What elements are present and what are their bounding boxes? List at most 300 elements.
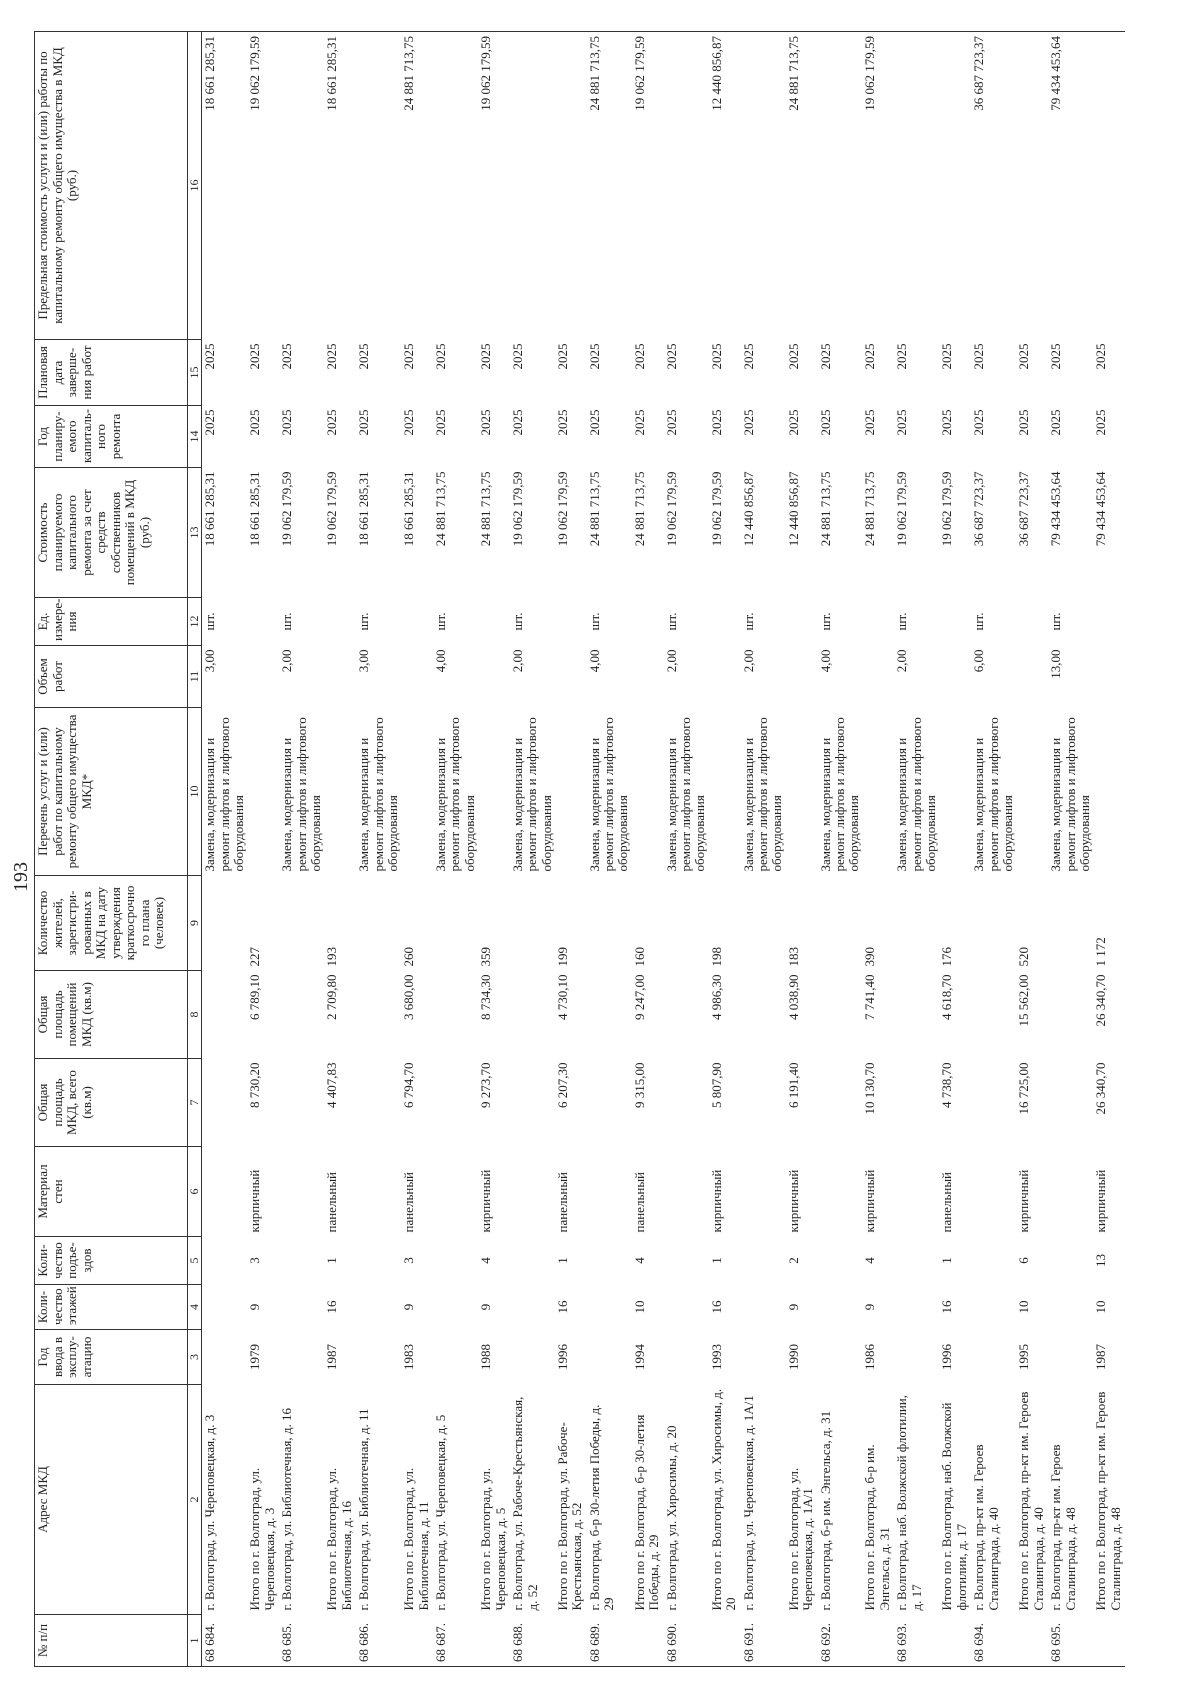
- table-cell: [279, 1237, 324, 1285]
- table-cell: 19 062 179,59: [554, 471, 570, 547]
- table-cell: [894, 1147, 939, 1237]
- table-cell: 3,00: [356, 649, 372, 673]
- table-cell: 1996: [939, 1344, 955, 1370]
- table-cell: [202, 1059, 247, 1147]
- table-row: [664, 32, 709, 1667]
- table-cell: 18 661 285,31: [202, 471, 218, 547]
- table-cell: [356, 1147, 401, 1237]
- column-number: 7: [188, 1059, 202, 1147]
- table-cell: [741, 32, 786, 340]
- table-cell: 160: [631, 947, 647, 967]
- table-cell: [324, 1615, 356, 1667]
- table-cell: Замена, модернизация и ремонт лифтов и лифтового оборудования: [894, 717, 939, 872]
- table-cell: кирпичный: [247, 1169, 263, 1233]
- table-cell: 2025: [324, 409, 340, 436]
- table-cell: [862, 598, 894, 646]
- table-cell: [202, 1237, 247, 1285]
- table-cell: 2025: [1093, 343, 1109, 370]
- table-cell: [478, 708, 510, 876]
- table-cell: [632, 598, 664, 646]
- table-cell: [587, 876, 632, 971]
- table-cell: 8 730,20: [247, 1062, 263, 1108]
- table-cell: 2025: [279, 343, 295, 370]
- table-cell: [709, 708, 741, 876]
- table-cell: 1: [554, 1257, 570, 1264]
- table-cell: [786, 646, 818, 708]
- table-cell: 18 661 285,31: [401, 471, 417, 547]
- table-cell: [1048, 1330, 1093, 1385]
- table-cell: г. Волгоград, ул. Рабоче-Крестьянская, д. 52: [510, 1396, 540, 1611]
- table-cell: Итого по г. Волгоград, ул. Череповецкая, д. 1А/1: [785, 1467, 816, 1611]
- table-cell: 9 247,00: [631, 974, 647, 1020]
- table-cell: шт.: [356, 612, 372, 631]
- table-cell: 24 881 713,75: [862, 471, 878, 547]
- header-cell: Перечень услуг и (или) работ по капитальному ремонту общего имущества МКД*: [35, 708, 188, 876]
- table-cell: 2,00: [510, 649, 525, 673]
- table-cell: 10: [631, 1300, 647, 1314]
- table-cell: [1016, 598, 1048, 646]
- table-cell: [939, 646, 971, 708]
- table-row: [478, 32, 510, 1667]
- table-cell: [1048, 1059, 1093, 1147]
- table-cell: 2: [785, 1257, 801, 1264]
- column-number: 4: [188, 1285, 202, 1330]
- table-cell: [818, 1330, 863, 1385]
- table-cell: 18 661 285,31: [356, 471, 372, 547]
- table-cell: [247, 646, 279, 708]
- table-cell: 2025: [401, 409, 417, 436]
- table-cell: 1996: [554, 1344, 570, 1370]
- table-cell: [971, 1330, 1016, 1385]
- table-row: [1048, 32, 1093, 1667]
- column-number: 15: [188, 340, 202, 406]
- table-cell: [894, 971, 939, 1059]
- table-cell: [632, 1615, 664, 1667]
- table-cell: 24 881 713,75: [587, 32, 632, 340]
- table-cell: кирпичный: [1016, 1169, 1032, 1233]
- table-cell: [279, 1285, 324, 1330]
- table-cell: [202, 876, 247, 971]
- table-cell: 390: [862, 947, 878, 967]
- table-row: [1093, 32, 1125, 1667]
- table-cell: 36 687 723,37: [971, 32, 1016, 340]
- table-cell: 2025: [324, 343, 340, 370]
- table-cell: 227: [247, 947, 263, 967]
- table-cell: [587, 1147, 632, 1237]
- table-cell: [401, 1615, 433, 1667]
- header-cell: Материал стен: [35, 1147, 188, 1237]
- table-cell: 9: [247, 1303, 263, 1311]
- column-number: 2: [188, 1385, 202, 1615]
- table-cell: Итого по г. Волгоград, пр-кт им. Героев Сталинграда, д. 40: [1016, 1391, 1046, 1611]
- table-cell: шт.: [202, 612, 218, 631]
- column-number: 11: [188, 646, 202, 708]
- table-cell: 7 741,40: [862, 974, 878, 1020]
- table-cell: 13,00: [1048, 649, 1064, 679]
- table-cell: 2025: [554, 343, 570, 370]
- table-cell: шт.: [663, 612, 679, 631]
- table-cell: 520: [1016, 947, 1032, 967]
- table-cell: [1016, 708, 1048, 876]
- table-cell: 16: [939, 1300, 955, 1314]
- table-cell: [709, 646, 741, 708]
- column-number: 6: [188, 1147, 202, 1237]
- table-cell: 10 130,70: [862, 1062, 878, 1115]
- table-cell: 2025: [971, 343, 987, 370]
- column-number: 10: [188, 708, 202, 876]
- table-cell: [664, 1147, 709, 1237]
- table-cell: 68 688.: [510, 1615, 555, 1667]
- table-cell: [1093, 1615, 1125, 1667]
- table-cell: 9: [862, 1303, 878, 1311]
- header-cell: Коли- чество этажей: [35, 1285, 188, 1330]
- table-cell: [510, 1147, 555, 1237]
- table-cell: 19 062 179,59: [632, 32, 664, 340]
- table-row: [939, 32, 971, 1667]
- table-cell: [971, 971, 1016, 1059]
- table-row: [247, 32, 279, 1667]
- table-cell: [202, 971, 247, 1059]
- table-cell: [894, 1285, 939, 1330]
- table-cell: шт.: [433, 612, 449, 631]
- table-cell: [862, 708, 894, 876]
- header-cell: Адрес МКД: [35, 1385, 188, 1615]
- table-cell: [433, 1285, 478, 1330]
- table-cell: 2025: [1016, 409, 1032, 436]
- table-cell: [971, 1237, 1016, 1285]
- table-row: [709, 32, 741, 1667]
- table-cell: панельный: [554, 1171, 570, 1233]
- table-cell: [202, 1330, 247, 1385]
- table-cell: [939, 598, 971, 646]
- table-cell: 13: [1093, 1254, 1109, 1267]
- table-cell: [971, 1285, 1016, 1330]
- table-cell: 3 680,00: [401, 974, 417, 1020]
- table-cell: 24 881 713,75: [586, 471, 602, 547]
- table-cell: 19 062 179,59: [324, 471, 340, 547]
- table-cell: [587, 1330, 632, 1385]
- table-cell: [401, 646, 433, 708]
- table-cell: 2025: [401, 343, 417, 370]
- table-cell: [478, 1615, 510, 1667]
- table-cell: шт.: [740, 612, 756, 631]
- table-cell: г. Волгоград, ул. Череповецкая, д. 3: [202, 1414, 218, 1611]
- table-cell: кирпичный: [862, 1169, 878, 1233]
- table-cell: 5 807,90: [708, 1062, 724, 1108]
- table-cell: г. Волгоград, б-р им. Энгельса, д. 31: [817, 1410, 833, 1611]
- table-cell: 9 273,70: [478, 1062, 493, 1108]
- table-cell: 4: [478, 1257, 493, 1264]
- table-cell: [510, 1285, 555, 1330]
- table-cell: 19 062 179,59: [247, 32, 279, 340]
- table-cell: [356, 32, 401, 340]
- table-cell: панельный: [939, 1171, 955, 1233]
- table-cell: 4 618,70: [939, 974, 955, 1020]
- table-cell: 10: [1016, 1300, 1032, 1314]
- table-cell: 6,00: [971, 649, 987, 673]
- table-cell: 4 038,90: [785, 974, 801, 1020]
- table-cell: 16 725,00: [1016, 1062, 1032, 1115]
- table-cell: кирпичный: [478, 1169, 493, 1233]
- table-cell: 1979: [247, 1344, 263, 1370]
- table-cell: 2025: [1048, 409, 1064, 436]
- table-row: [356, 32, 401, 1667]
- table-cell: [279, 1330, 324, 1385]
- table-cell: 4: [631, 1257, 647, 1264]
- table-cell: [324, 598, 356, 646]
- table-cell: [247, 1615, 279, 1667]
- table-cell: [510, 1330, 555, 1385]
- table-cell: 68 691.: [741, 1615, 786, 1667]
- table-cell: 4 730,10: [554, 974, 570, 1020]
- table-cell: 16: [708, 1300, 724, 1314]
- table-cell: [818, 1147, 863, 1237]
- header-cell: Год планиру- емого капиталь- ного ремонта: [35, 406, 188, 468]
- table-cell: [401, 598, 433, 646]
- table-cell: 1990: [785, 1344, 801, 1370]
- table-cell: 19 062 179,59: [894, 471, 910, 547]
- table-cell: панельный: [401, 1171, 417, 1233]
- header-cell: Объем работ: [35, 646, 188, 708]
- table-cell: 2025: [510, 343, 525, 370]
- table-cell: 15 562,00: [1016, 974, 1032, 1027]
- table-cell: [818, 1285, 863, 1330]
- table-cell: 4 738,70: [939, 1062, 955, 1108]
- table-cell: Замена, модернизация и ремонт лифтов и лифтового оборудования: [817, 717, 862, 872]
- table-cell: 68 694.: [971, 1615, 1016, 1667]
- table-cell: 2025: [279, 409, 295, 436]
- header-row: [35, 32, 188, 1667]
- table-cell: Итого по г. Волгоград, ул. Библиотечная, д. 16: [324, 1467, 354, 1611]
- table-cell: [1093, 32, 1125, 340]
- table-cell: [587, 1285, 632, 1330]
- table-cell: [356, 1059, 401, 1147]
- column-number: 1: [188, 1615, 202, 1667]
- table-cell: [1048, 971, 1093, 1059]
- table-cell: 24 881 713,75: [401, 32, 433, 340]
- table-cell: 19 062 179,59: [510, 471, 525, 547]
- table-cell: [324, 708, 356, 876]
- table-cell: 16: [324, 1300, 340, 1314]
- table-cell: 2025: [1048, 343, 1064, 370]
- table-cell: 2025: [740, 409, 756, 436]
- table-cell: 36 687 723,37: [1016, 471, 1032, 547]
- table-cell: 199: [554, 947, 570, 967]
- table-cell: [555, 598, 587, 646]
- table-cell: [741, 1147, 786, 1237]
- table-cell: [1016, 32, 1048, 340]
- column-number: 8: [188, 971, 202, 1059]
- table-cell: [664, 971, 709, 1059]
- table-row: [1016, 32, 1048, 1667]
- table-cell: 18 661 285,31: [202, 32, 247, 340]
- table-cell: [433, 1059, 478, 1147]
- column-number: 14: [188, 406, 202, 468]
- table-cell: [818, 1059, 863, 1147]
- table-cell: 9: [478, 1303, 493, 1311]
- table-cell: 2025: [586, 409, 602, 436]
- table-cell: [971, 1059, 1016, 1147]
- table-cell: 2025: [862, 409, 878, 436]
- table-cell: [324, 646, 356, 708]
- table-cell: [741, 876, 786, 971]
- table-cell: [818, 32, 863, 340]
- table-cell: 2025: [663, 343, 679, 370]
- table-cell: [555, 32, 587, 340]
- table-cell: [741, 1237, 786, 1285]
- table-cell: [478, 598, 510, 646]
- table-cell: 2025: [785, 409, 801, 436]
- column-number: 9: [188, 876, 202, 971]
- table-cell: 2025: [433, 409, 449, 436]
- table-cell: 6: [1016, 1257, 1032, 1264]
- table-cell: [862, 1615, 894, 1667]
- table-cell: 26 340,70: [1093, 974, 1109, 1027]
- table-cell: Замена, модернизация и ремонт лифтов и лифтового оборудования: [279, 717, 323, 872]
- table-cell: [1048, 876, 1093, 971]
- table-cell: Замена, модернизация и ремонт лифтов и лифтового оборудования: [971, 717, 1015, 872]
- table-cell: [1048, 1285, 1093, 1330]
- table-cell: 1986: [862, 1344, 878, 1370]
- table-cell: г. Волгоград, ул. Череповецкая, д. 1А/1: [740, 1395, 756, 1611]
- column-number-row: [188, 32, 202, 1667]
- table-cell: 19 062 179,59: [279, 471, 295, 547]
- table-cell: [247, 598, 279, 646]
- table-cell: 79 434 453,64: [1048, 32, 1093, 340]
- table-cell: [510, 971, 555, 1059]
- table-cell: [786, 1615, 818, 1667]
- table-cell: 2,00: [279, 649, 295, 673]
- table-cell: г. Волгоград, пр-кт им. Героев Сталинграда, д. 48: [1048, 1444, 1078, 1611]
- table-cell: г. Волгоград, ул. Библиотечная, д. 11: [356, 1408, 372, 1611]
- table-cell: 2,00: [663, 649, 679, 673]
- table-cell: 9: [785, 1303, 801, 1311]
- table-cell: г. Волгоград, ул. Хиросимы, д. 20: [663, 1425, 679, 1611]
- table-cell: Замена, модернизация и ремонт лифтов и лифтового оборудования: [586, 717, 631, 872]
- header-cell: Плановая дата заверше- ния работ: [35, 340, 188, 406]
- table-cell: [818, 1237, 863, 1285]
- table-cell: 68 695.: [1048, 1615, 1093, 1667]
- table-cell: 24 881 713,75: [433, 471, 449, 547]
- table-cell: шт.: [586, 612, 602, 631]
- table-row: [818, 32, 863, 1667]
- table-cell: г. Волгоград, ул. Библиотечная, д. 16: [279, 1408, 295, 1611]
- table-cell: Замена, модернизация и ремонт лифтов и лифтового оборудования: [510, 717, 554, 872]
- table-cell: [555, 646, 587, 708]
- table-cell: [664, 1330, 709, 1385]
- column-number: 5: [188, 1237, 202, 1285]
- table-cell: 176: [939, 947, 955, 967]
- table-cell: [709, 1615, 741, 1667]
- table-cell: 1987: [1093, 1344, 1109, 1370]
- table-cell: г. Волгоград, наб. Волжской флотилии, д. 17: [894, 1395, 924, 1611]
- table-cell: [356, 1237, 401, 1285]
- table-cell: 2025: [554, 409, 570, 436]
- table-cell: Итого по г. Волгоград, ул. Череповецкая, д. 3: [247, 1467, 277, 1611]
- table-cell: кирпичный: [785, 1169, 801, 1233]
- table-cell: кирпичный: [1093, 1169, 1109, 1233]
- table-cell: [818, 876, 863, 971]
- table-cell: [279, 1147, 324, 1237]
- table-cell: Итого по г. Волгоград, б-р 30-летия Победы, д. 29: [631, 1414, 662, 1611]
- table-cell: 2025: [586, 343, 602, 370]
- table-cell: 1: [324, 1257, 340, 1264]
- column-number: 16: [188, 32, 202, 340]
- table-cell: [786, 708, 818, 876]
- table-cell: 8 734,30: [478, 974, 493, 1020]
- table-cell: [587, 1059, 632, 1147]
- table-cell: 2025: [862, 343, 878, 370]
- table-cell: [202, 1147, 247, 1237]
- table-cell: [741, 1059, 786, 1147]
- table-cell: 1: [708, 1257, 724, 1264]
- table-cell: [1093, 598, 1125, 646]
- table-cell: [894, 32, 939, 340]
- table-row: [279, 32, 324, 1667]
- table-cell: 2025: [202, 409, 218, 436]
- table-cell: [862, 646, 894, 708]
- table-cell: 3,00: [202, 649, 218, 673]
- table-cell: Итого по г. Волгоград, б-р им. Энгельса, д. 31: [862, 1444, 892, 1611]
- table-cell: панельный: [324, 1171, 340, 1233]
- table-cell: 68 692.: [818, 1615, 863, 1667]
- table-cell: [741, 1285, 786, 1330]
- table-cell: 68 684.: [202, 1615, 247, 1667]
- table-row: [894, 32, 939, 1667]
- table-cell: 68 685.: [279, 1615, 324, 1667]
- table-cell: [279, 1059, 324, 1147]
- table-cell: 2025: [740, 343, 756, 370]
- table-cell: 19 062 179,59: [478, 32, 510, 340]
- header-cell: Общая площадь МКД, всего (кв.м): [35, 1059, 188, 1147]
- table-cell: 2025: [708, 409, 724, 436]
- table-cell: 183: [785, 947, 801, 967]
- table-cell: 2025: [510, 409, 525, 436]
- table-cell: 1994: [631, 1344, 647, 1370]
- table-row: [741, 32, 786, 1667]
- table-cell: 2025: [1016, 343, 1032, 370]
- table-cell: шт.: [279, 612, 295, 631]
- table-cell: [433, 1237, 478, 1285]
- header-cell: Общая площадь помещений МКД (кв.м): [35, 971, 188, 1059]
- table-cell: [279, 876, 324, 971]
- table-cell: 68 689.: [587, 1615, 632, 1667]
- table-row: [632, 32, 664, 1667]
- header-cell: Количество жителей, зарегистри- рованных в МКД на дату утверждения краткосрочно го плана (человек): [35, 876, 188, 971]
- table-cell: [1093, 708, 1125, 876]
- table-cell: [709, 598, 741, 646]
- table-cell: г. Волгоград, б-р 30-летия Победы, д. 29: [586, 1404, 617, 1611]
- table-cell: 2025: [478, 343, 493, 370]
- table-row: [510, 32, 555, 1667]
- table-row: [401, 32, 433, 1667]
- table-cell: 1 172: [1093, 937, 1109, 967]
- table-row: [786, 32, 818, 1667]
- table-cell: 10: [1093, 1300, 1109, 1314]
- table-cell: [478, 646, 510, 708]
- table-cell: 2025: [1093, 409, 1109, 436]
- table-cell: 68 690.: [664, 1615, 709, 1667]
- table-cell: 2025: [631, 343, 647, 370]
- table-cell: [202, 1285, 247, 1330]
- column-number: 13: [188, 468, 202, 598]
- table-cell: [894, 876, 939, 971]
- table-cell: 2025: [356, 409, 372, 436]
- table-cell: 2025: [894, 343, 910, 370]
- table-cell: 1993: [708, 1344, 724, 1370]
- table-cell: 68 693.: [894, 1615, 939, 1667]
- table-cell: [939, 1615, 971, 1667]
